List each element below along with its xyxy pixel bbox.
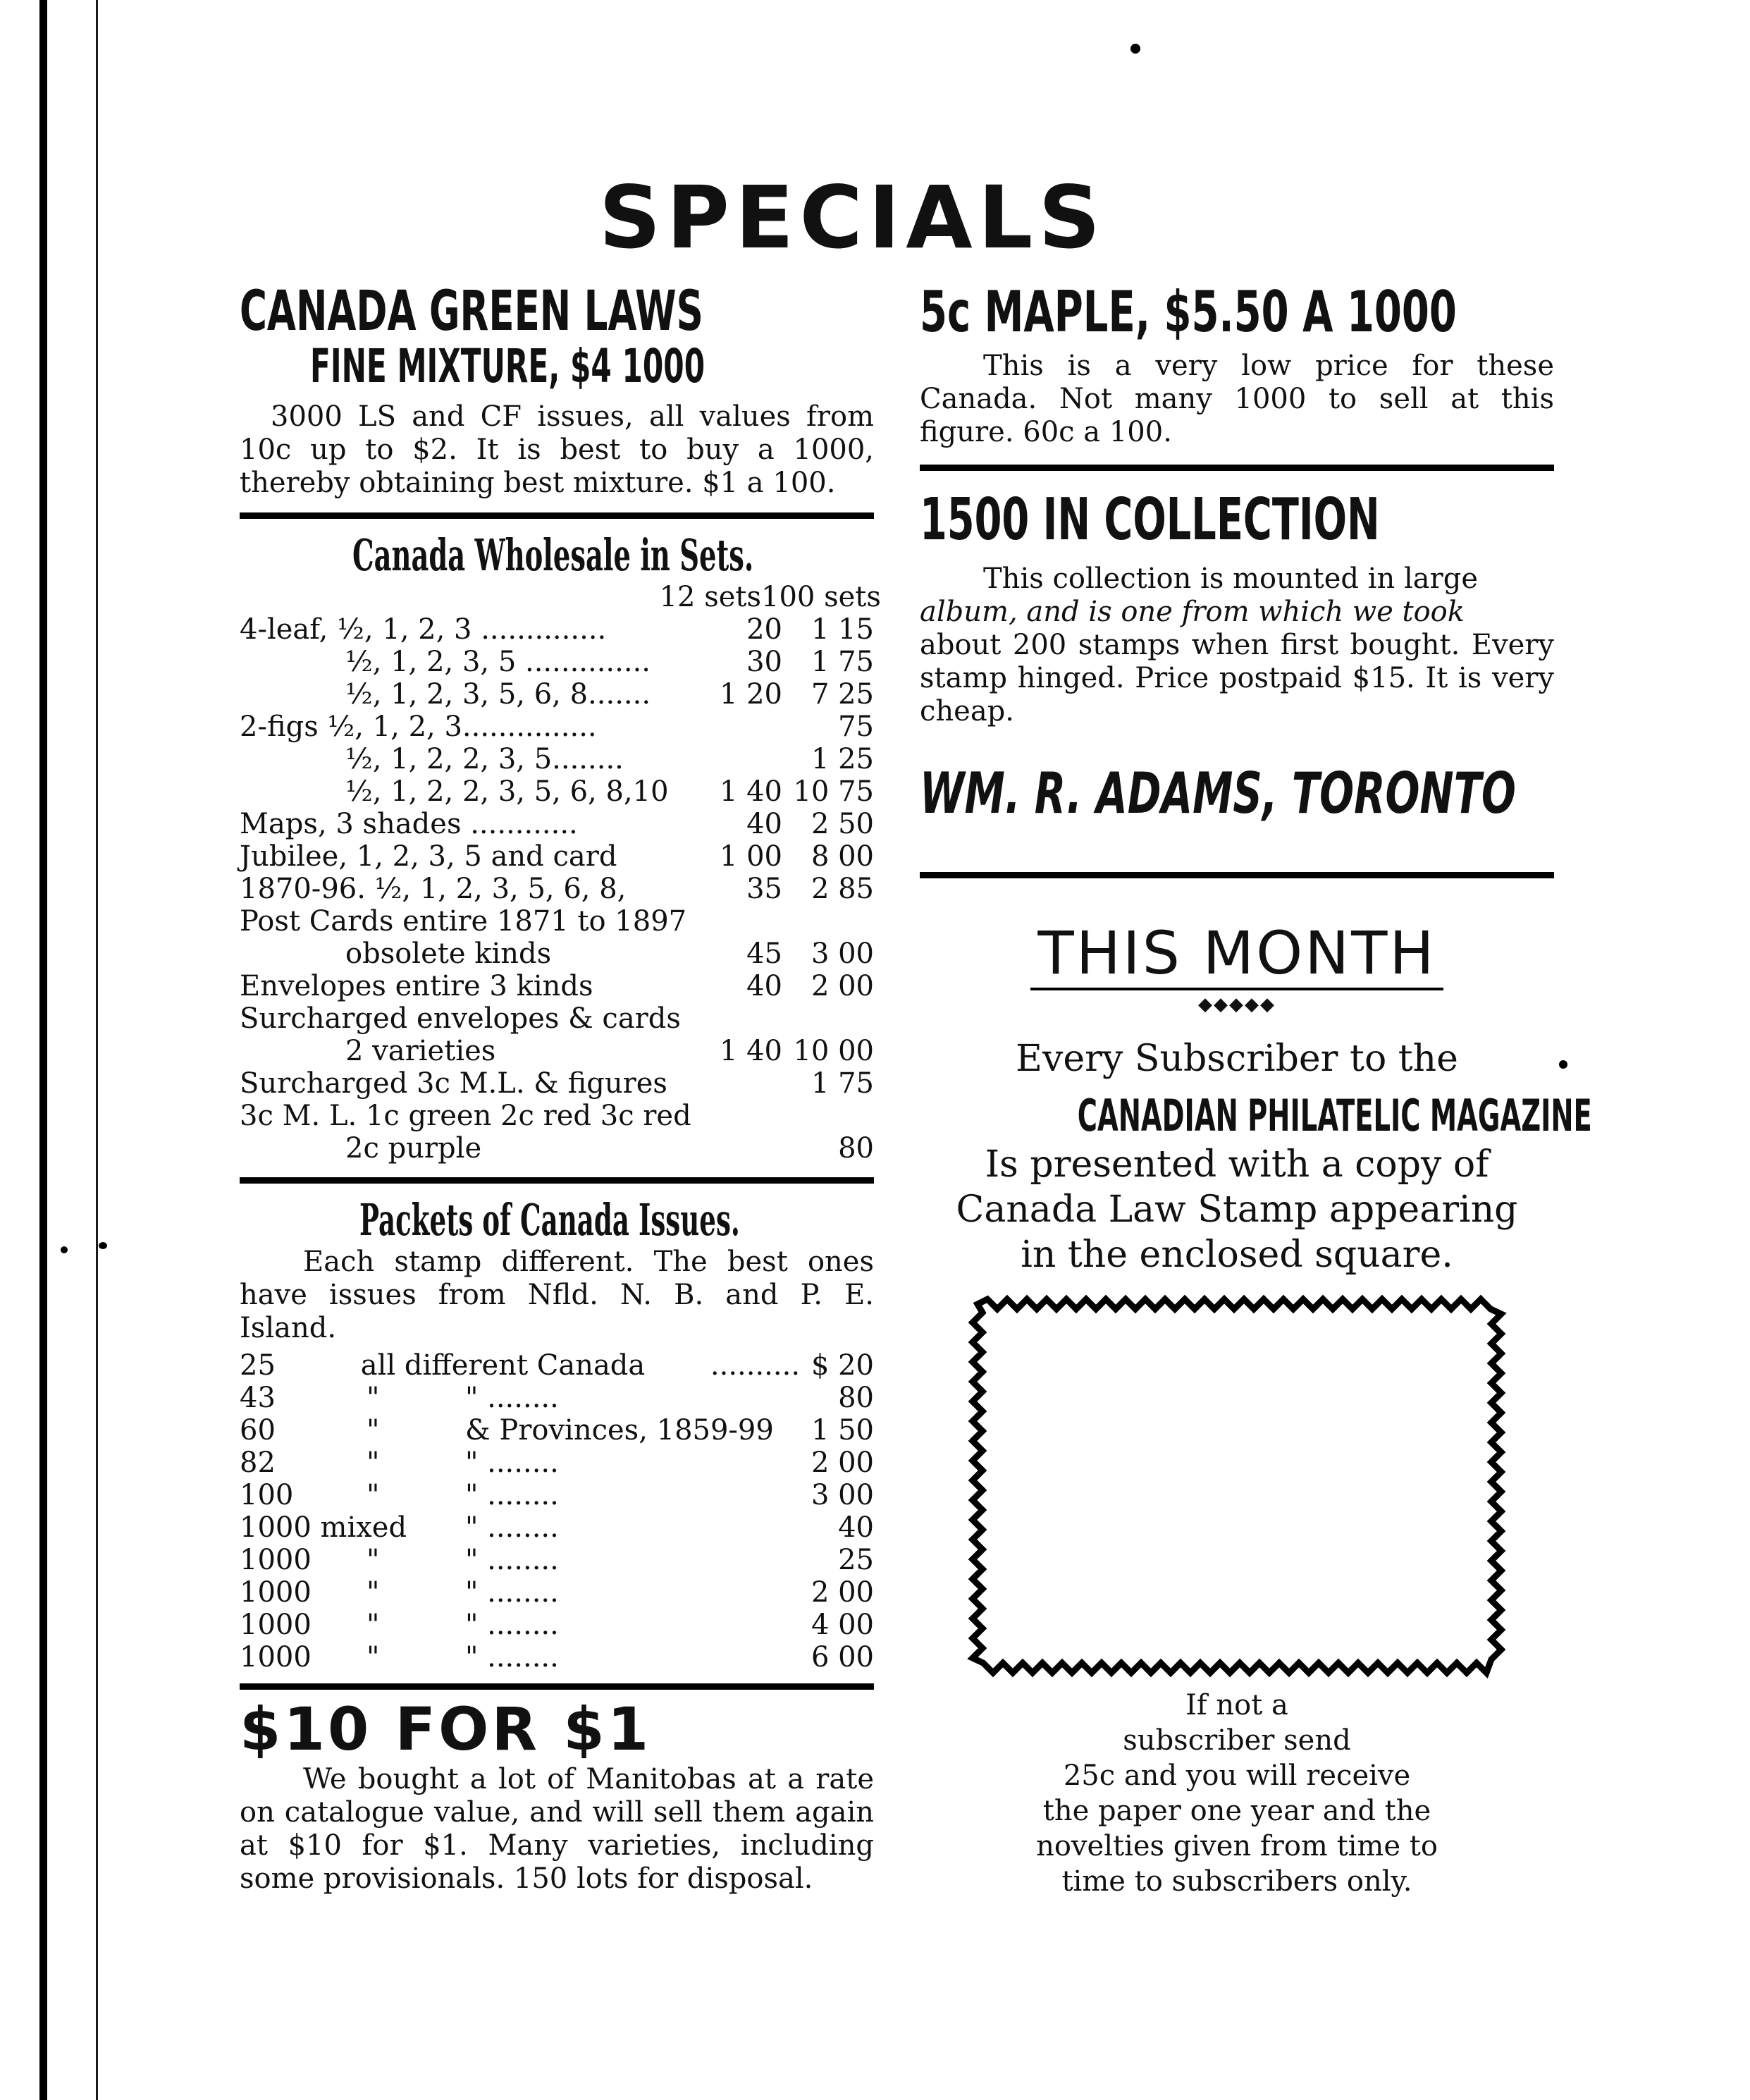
ten-for-one-body: We bought a lot of Manitobas at a rate on catalogue value, and will sell them again at $10 for $1. Many varieties, including some provisionals. 150 lots for disposal. xyxy=(240,1763,874,1895)
packet-qty: 100 xyxy=(240,1479,294,1511)
packet-detail: " ........ xyxy=(465,1479,559,1511)
print-speck xyxy=(1559,1060,1567,1069)
table-row xyxy=(240,970,874,1002)
footer-line2: subscriber send xyxy=(1123,1724,1351,1757)
packet-price: 4 00 xyxy=(811,1609,874,1641)
row-label: ½, 1, 2, 2, 3, 5, 6, 8,10 xyxy=(345,775,669,808)
packet-qty: 60 xyxy=(240,1414,276,1447)
column-rule xyxy=(96,0,98,2100)
packet-price: 6 00 xyxy=(811,1641,874,1674)
this-month-ad xyxy=(920,919,1592,1899)
table-row xyxy=(240,840,874,873)
row-100-sets: 10 75 xyxy=(793,775,874,808)
packet-desc: " xyxy=(366,1576,380,1609)
row-100-sets: 1 25 xyxy=(811,743,874,775)
row-100-sets xyxy=(789,1100,874,1132)
advertiser-signature: WM. R. ADAMS, TORONTO xyxy=(920,761,1516,826)
packets-heading: Packets of Canada Issues. xyxy=(359,1194,740,1246)
section-divider xyxy=(920,465,1554,471)
table-row xyxy=(240,873,874,905)
print-speck xyxy=(1130,44,1140,54)
row-label: 2-figs ½, 1, 2, 3............... xyxy=(240,711,597,743)
packet-desc: " xyxy=(366,1382,380,1414)
packet-desc: " xyxy=(366,1641,380,1674)
row-100-sets: 80 xyxy=(838,1132,874,1165)
left-column xyxy=(240,280,881,1896)
green-laws-body: 3000 LS and CF issues, all values from 10c up to $2. It is best to buy a 1000, thereby obtaining best mixture. $1 a 100. xyxy=(240,400,874,499)
row-label: ½, 1, 2, 3, 5, 6, 8....... xyxy=(345,678,651,711)
collection-body-c: about 200 stamps when first bought. Every stamp hinged. Price postpaid $15. It is very cheap. xyxy=(920,629,1554,727)
row-label: ½, 1, 2, 3, 5 .............. xyxy=(345,646,651,678)
table-row xyxy=(240,1479,874,1511)
table-row xyxy=(240,808,874,840)
row-label: Jubilee, 1, 2, 3, 5 and card xyxy=(240,840,617,873)
table-row xyxy=(240,1349,874,1382)
packet-detail: & Provinces, 1859-99 xyxy=(465,1414,774,1447)
packet-price: $ 20 xyxy=(811,1349,874,1382)
this-month-heading: THIS MONTH xyxy=(1030,919,1443,990)
row-100-sets: 75 xyxy=(838,711,874,743)
packet-desc: " xyxy=(366,1479,380,1511)
row-label: Maps, 3 shades ............ xyxy=(240,808,578,840)
footer-line3: 25c and you will receive xyxy=(1063,1760,1411,1792)
packet-detail: " ........ xyxy=(465,1641,559,1674)
maple-heading: 5c MAPLE, $5.50 A 1000 xyxy=(920,279,1457,345)
row-12-sets xyxy=(677,1067,782,1100)
this-month-line3: Is presented with a copy of xyxy=(985,1143,1489,1186)
table-row xyxy=(240,1132,874,1165)
row-100-sets: 2 50 xyxy=(811,808,874,840)
section-divider xyxy=(240,1177,874,1184)
collection-body-a: This collection is mounted in large xyxy=(983,563,1478,595)
table-row xyxy=(240,1544,874,1576)
row-label: 4-leaf, ½, 1, 2, 3 .............. xyxy=(240,613,607,646)
row-label: obsolete kinds xyxy=(345,938,552,970)
table-row xyxy=(240,1035,874,1067)
collection-ad xyxy=(920,486,1554,728)
green-laws-subheading: FINE MIXTURE, $4 1000 xyxy=(310,339,705,393)
packet-detail: " ........ xyxy=(465,1511,559,1544)
footer-line4: the paper one year and the xyxy=(1042,1795,1431,1827)
packet-detail: .......... xyxy=(710,1349,801,1382)
maple-ad xyxy=(920,279,1554,471)
row-12-sets: 40 xyxy=(746,808,782,840)
row-12-sets: 1 40 xyxy=(719,775,782,808)
row-label: Post Cards entire 1871 to 1897 xyxy=(240,905,687,938)
maple-body: This is a very low price for these Canada. Not many 1000 to sell at this figure. 60c a 100. xyxy=(920,350,1554,448)
row-label: 3c M. L. 1c green 2c red 3c red xyxy=(240,1100,691,1132)
row-label: Envelopes entire 3 kinds xyxy=(240,970,593,1002)
packets-ad xyxy=(240,1196,874,1690)
row-12-sets: 30 xyxy=(746,646,782,678)
row-label: 2 varieties xyxy=(345,1035,496,1067)
row-12-sets: 1 20 xyxy=(719,678,782,711)
wholesale-column-headers xyxy=(240,581,881,613)
packet-price: 1 50 xyxy=(811,1414,874,1447)
packet-qty: 1000 xyxy=(240,1641,312,1674)
table-row xyxy=(240,743,874,775)
packet-detail: " ........ xyxy=(465,1609,559,1641)
packet-qty: 1000 xyxy=(240,1576,312,1609)
packet-desc: all different Canada xyxy=(360,1349,646,1382)
row-100-sets: 2 85 xyxy=(811,873,874,905)
table-row xyxy=(240,613,874,646)
section-divider xyxy=(240,512,874,519)
table-row xyxy=(240,1100,874,1132)
table-row xyxy=(240,1447,874,1479)
binding-edge xyxy=(39,0,47,2100)
row-100-sets xyxy=(784,1002,874,1035)
row-label: ½, 1, 2, 2, 3, 5........ xyxy=(345,743,624,775)
packet-qty: 1000 mixed xyxy=(240,1511,407,1544)
table-row xyxy=(240,1576,874,1609)
table-row xyxy=(240,1002,874,1035)
print-speck xyxy=(99,1242,107,1249)
packets-intro: Each stamp different. The best ones have issues from Nfld. N. B. and P. E. Island. xyxy=(240,1246,874,1344)
row-12-sets: 35 xyxy=(746,873,782,905)
this-month-line4: Canada Law Stamp appearing xyxy=(956,1189,1518,1231)
packet-detail: " ........ xyxy=(465,1576,559,1609)
row-12-sets: 1 00 xyxy=(719,840,782,873)
magazine-name: CANADIAN PHILATELIC MAGAZINE xyxy=(1077,1090,1592,1141)
section-divider xyxy=(240,1683,874,1690)
row-12-sets: 45 xyxy=(746,938,782,970)
packet-detail: " ........ xyxy=(465,1447,559,1479)
table-row xyxy=(240,938,874,970)
row-12-sets xyxy=(686,905,787,938)
collection-heading: 1500 IN COLLECTION xyxy=(920,486,1380,553)
row-12-sets xyxy=(677,743,782,775)
row-100-sets: 3 00 xyxy=(811,938,874,970)
row-label: Surcharged envelopes & cards xyxy=(240,1002,681,1035)
packet-price: 80 xyxy=(838,1382,874,1414)
row-100-sets: 8 00 xyxy=(811,840,874,873)
row-12-sets: 20 xyxy=(746,613,782,646)
row-100-sets: 1 75 xyxy=(811,646,874,678)
packets-table xyxy=(240,1349,874,1674)
collection-body-b: album, and is one from which we took xyxy=(920,596,1465,628)
packet-qty: 43 xyxy=(240,1382,276,1414)
packet-desc: " xyxy=(366,1544,380,1576)
packet-qty: 1000 xyxy=(240,1544,312,1576)
packet-price: 2 00 xyxy=(811,1576,874,1609)
packet-desc: " xyxy=(366,1447,380,1479)
table-row xyxy=(240,1609,874,1641)
ten-for-one-ad xyxy=(240,1695,874,1896)
table-row xyxy=(240,1414,874,1447)
page-title: SPECIALS xyxy=(598,168,1107,268)
row-100-sets xyxy=(787,905,874,938)
row-100-sets: 1 15 xyxy=(811,613,874,646)
packet-desc: " xyxy=(366,1609,380,1641)
col-header-12-sets: 12 sets xyxy=(659,581,761,613)
row-100-sets: 7 25 xyxy=(811,678,874,711)
row-100-sets: 1 75 xyxy=(811,1067,874,1100)
row-100-sets: 10 00 xyxy=(793,1035,874,1067)
table-row xyxy=(240,1641,874,1674)
packet-desc: " xyxy=(366,1414,380,1447)
table-row xyxy=(240,775,874,808)
footer-line5: novelties given from time to xyxy=(1036,1830,1438,1862)
packet-price: 3 00 xyxy=(811,1479,874,1511)
ornament: ◆◆◆◆◆ xyxy=(1198,994,1276,1014)
wholesale-ad xyxy=(240,529,881,1184)
row-12-sets xyxy=(677,1132,782,1165)
packet-detail: " ........ xyxy=(465,1544,559,1576)
print-speck xyxy=(61,1246,68,1253)
table-row xyxy=(240,646,874,678)
col-header-100-sets: 100 sets xyxy=(761,581,881,613)
packet-price: 2 00 xyxy=(811,1447,874,1479)
packet-price: 40 xyxy=(838,1511,874,1544)
table-row xyxy=(240,678,874,711)
packet-detail: " ........ xyxy=(465,1382,559,1414)
zigzag-frame xyxy=(969,1296,1505,1676)
packet-qty: 82 xyxy=(240,1447,276,1479)
row-12-sets: 1 40 xyxy=(719,1035,782,1067)
this-month-line1: Every Subscriber to the xyxy=(1016,1038,1458,1080)
row-12-sets xyxy=(677,711,782,743)
row-12-sets: 40 xyxy=(746,970,782,1002)
row-100-sets: 2 00 xyxy=(811,970,874,1002)
green-laws-heading: CANADA GREEN LAWS xyxy=(240,280,703,343)
wholesale-heading: Canada Wholesale in Sets. xyxy=(352,529,754,581)
this-month-line5: in the enclosed square. xyxy=(1021,1234,1453,1276)
packet-qty: 25 xyxy=(240,1349,276,1382)
table-row xyxy=(240,905,874,938)
row-12-sets xyxy=(681,1002,784,1035)
footer-line1: If not a xyxy=(1185,1689,1288,1721)
row-12-sets xyxy=(691,1100,789,1132)
row-label: Surcharged 3c M.L. & figures xyxy=(240,1067,667,1100)
table-row xyxy=(240,1511,874,1544)
packet-qty: 1000 xyxy=(240,1609,312,1641)
ten-for-one-heading: $10 FOR $1 xyxy=(240,1695,652,1764)
green-laws-ad xyxy=(240,282,874,519)
wholesale-table xyxy=(240,581,881,1165)
footer-line6: time to subscribers only. xyxy=(1061,1865,1412,1898)
table-row xyxy=(240,1382,874,1414)
right-column xyxy=(920,279,1592,1899)
table-row xyxy=(240,1067,874,1100)
row-label: 2c purple xyxy=(345,1132,482,1165)
table-row xyxy=(240,711,874,743)
stamp-square xyxy=(969,1296,1505,1676)
section-divider xyxy=(920,872,1554,878)
row-label: 1870-96. ½, 1, 2, 3, 5, 6, 8, xyxy=(240,873,627,905)
packet-price: 25 xyxy=(838,1544,874,1576)
